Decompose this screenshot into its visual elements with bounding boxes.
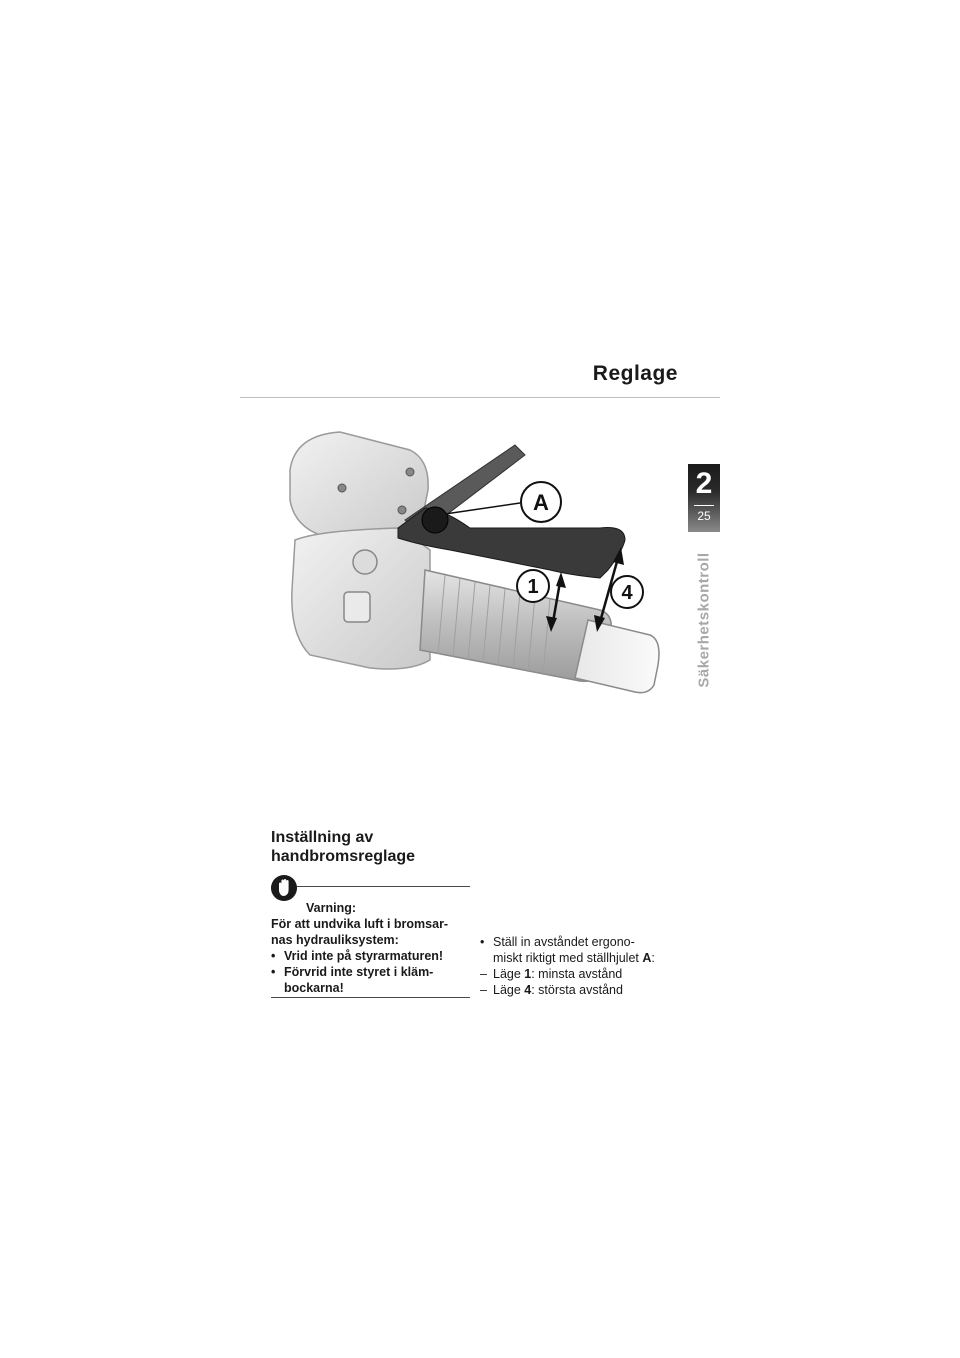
reservoir-screw [338,484,346,492]
page-number: 25 [697,509,711,523]
chapter-number: 2 [695,467,713,500]
instruction-item-1: – Läge 1: minsta avstånd [480,967,623,981]
instruction-bullet: • Ställ in avståndet ergono- miskt riktigt med ställhjulet A: [480,935,655,965]
instructions [480,934,720,998]
warning-box [271,886,470,998]
warning-bullet: • Vrid inte på styrarmaturen! [271,949,444,963]
reservoir-screw [406,468,414,476]
stop-hand-icon [270,874,298,902]
page-title: Reglage [592,362,678,385]
chapter-side-label: Säkerhetskontroll [695,552,713,688]
reservoir-screw [398,506,406,514]
chapter-divider [694,505,714,506]
brake-lever-illustration [270,410,690,710]
warning-bullet: • Förvrid inte styret i kläm- bockarna! [271,965,434,995]
instruction-item-4: – Läge 4: största avstånd [480,983,623,997]
arrow-head [556,572,566,588]
adjuster-wheel [422,507,448,533]
section-heading: Inställning av handbromsreglage [271,829,416,865]
callout-a-label: A [533,490,549,515]
header-rule [240,397,720,398]
callout-1-label: 1 [527,576,539,598]
warning-title: Varning: [306,901,357,915]
callout-4-label: 4 [621,582,633,604]
warning-intro: För att undvika luft i bromsar- nas hydrauliksystem: [271,917,449,947]
switch-knob [353,550,377,574]
switch-button [344,592,370,622]
